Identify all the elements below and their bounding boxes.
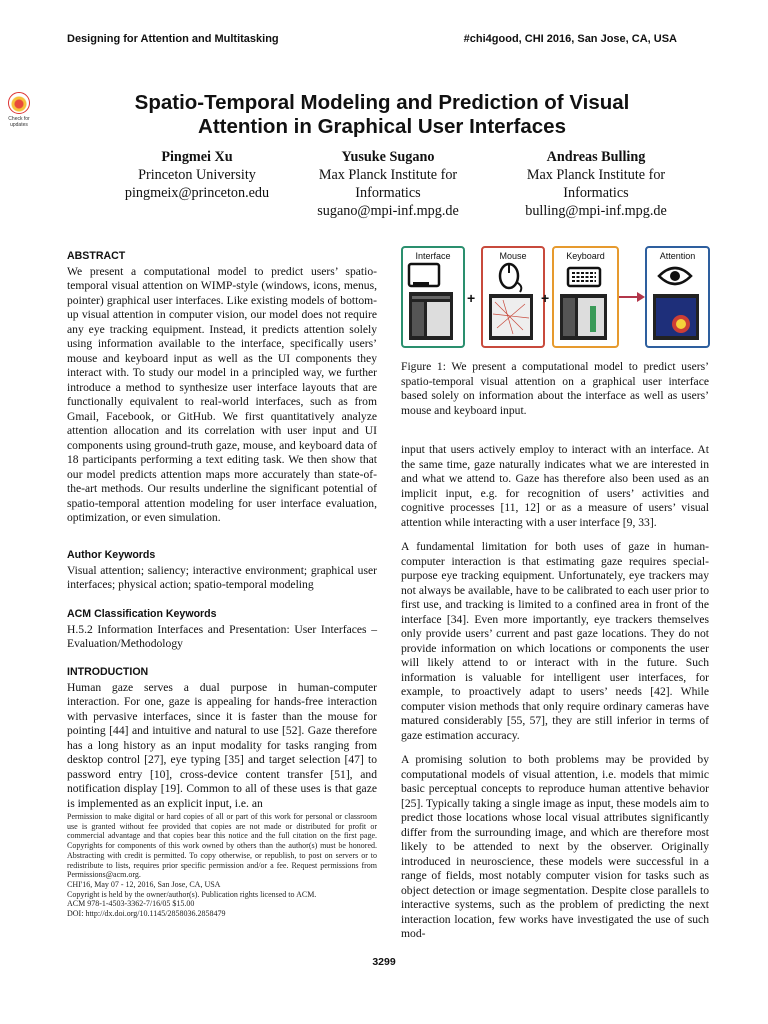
attention-label: Attention xyxy=(659,251,696,261)
plus-sign: + xyxy=(541,290,550,306)
author-block-2 xyxy=(283,148,493,220)
isbn-line: ACM 978-1-4503-3362-7/16/05 $15.00 xyxy=(67,899,195,909)
author-name: Andreas Bulling xyxy=(546,149,646,165)
running-header-left: Designing for Attention and Multitasking xyxy=(67,33,279,45)
conference-line: CHI'16, May 07 - 12, 2016, San Jose, CA, USA xyxy=(67,879,221,889)
author-name: Yusuke Sugano xyxy=(341,149,435,165)
body-paragraph-2: A fundamental limitation for both uses of gaze in human-computer interaction is that estimating gaze requires special-purpose eye tracking equipment. Unfortunately, eye trackers may not always be available, have to be calibrated to each user prior to first use, and tracking is limited to a confined area in front of the interface [34]. Even more importantly, eye trackers themselves only provide users’ current and past gaze locations. They do not provide information on which locations or components the user will likely attend to or interact with in the future. Such information is valuable for intelligent user interfaces, for example, to proactively adapt to users’ needs [42]. While computer vision methods that only require ordinary cameras have matured considerably [55, 57], they are still inferior in terms of gaze estimation accuracy. xyxy=(401,540,709,742)
abstract-text: We present a computational model to predict users’ spatio-temporal visual attention on WIMP-style (windows, icons, menus, pointer) graphical user interfaces. Like existing models of bottom-up visual attention in computer vision, our model does not require any eye tracking equipment. Instead, it predicts attention solely using information available to the interface, specifically users’ mouse and keyboard input as well as the UI components they interact with. To study our model in a principled way, we further introduce a method to synthesize user interface layouts that are functionally equivalent to real-world interfaces, such as from Gmail, Facebook, or GitHub. We first quantitatively analyze attention allocation and its correlation with user input and UI components using ground-truth gaze, mouse, and keyboard data of 18 participants performing a text editing task. We then show that our model predicts attention maps more accurately than state-of-the-art methods. Our results underline the significant potential of spatio-temporal attention modeling for user interface evaluation, optimization, or even simulation. xyxy=(67,264,377,524)
mouse-label: Mouse xyxy=(499,251,527,261)
introduction-text: Human gaze serves a dual purpose in human-computer interaction. For one, gaze is appealing for hands-free interaction with pervasive interfaces, since it is faster than the mouse for pointing [44] and intuitive and natural to use [52]. Gaze therefore has a long history as an input modality for tasks ranging from desktop control [27], eye typing [35] and target selection [47] to password entry [10], cross-device content transfer [51], and notification display [19]. Common to all of these uses is that gaze is implemented as an explicit input, i.e. an xyxy=(67,680,377,810)
paper-title xyxy=(60,91,704,139)
body-paragraph-1: input that users actively employ to interact with an interface. At the same time, gaze naturally indicates what we are interested in and what we attend to. Gaze has therefore also been used as an implicit input, e.g. for recognition of users’ activities and cognitive processes [11, 12] or as a measure of users’ visual attention while interacting with a user interface [9, 33]. xyxy=(401,443,709,529)
interface-label: Interface xyxy=(415,251,451,261)
interface-icon xyxy=(403,262,459,342)
keyboard-panel xyxy=(552,246,619,348)
eye-icon xyxy=(647,262,704,342)
running-header-right: #chi4good, CHI 2016, San Jose, CA, USA xyxy=(463,33,677,45)
mouse-panel xyxy=(481,246,545,348)
permission-text: Permission to make digital or hard copies of all or part of this work for personal or classroom use is granted without fee provided that copies are not made or distributed for profit or commercial advantage and that copies bear this notice and the full citation on the first page. Copyrights for components of this work owned by others than the author(s) must be honored. Abstracting with credit is permitted. To copy otherwise, or republish, to post on servers or to redistribute to lists, requires prior specific permission and/or a fee. Request permissions from Permissions@acm.org. xyxy=(67,812,377,880)
check-for-updates-badge[interactable] xyxy=(4,92,34,128)
author-email: pingmeix@princeton.edu xyxy=(124,185,270,201)
copyright-line: Copyright is held by the owner/author(s). Publication rights licensed to ACM. xyxy=(67,889,317,899)
acm-keywords-heading: ACM Classification Keywords xyxy=(67,608,217,620)
figure-caption: Figure 1: We present a computational model to predict users’ spatio-temporal visual attention on a graphical user interface based solely on information about the interface as well as users’ mouse and keyboard input. xyxy=(401,360,709,417)
author-affiliation: Max Planck Institute for xyxy=(526,167,666,183)
body-paragraph-3: A promising solution to both problems may be provided by computational models of visual attention, i.e. models that mimic basic perceptual concepts to reproduce human attentive behavior [25]. Typically taking a single image as input, these models aim to predict those locations whose local visual attributes significantly differ from the surrounding image, and which are therefore most likely to be attended to next by the observer. Originally introduced in neuroscience, these models were successful in a range of fields, most notably computer vision for tasks such as object detection or image segmentation. Despite close parallels to interactive systems, such as the problem of predicting the next interaction location, few works have investigated the use of such mod- xyxy=(401,753,709,940)
mouse-icon xyxy=(483,262,539,342)
acm-keywords-text: H.5.2 Information Interfaces and Presentation: User Interfaces – Evaluation/Methodology xyxy=(67,622,377,650)
keyboard-icon xyxy=(554,262,613,342)
title-line-1: Spatio-Temporal Modeling and Prediction of Visual xyxy=(134,91,630,114)
author-affiliation-2: Informatics xyxy=(355,185,421,201)
title-line-2: Attention in Graphical User Interfaces xyxy=(198,115,566,138)
introduction-section xyxy=(67,665,377,811)
author-keywords-heading: Author Keywords xyxy=(67,549,156,561)
author-email: sugano@mpi-inf.mpg.de xyxy=(317,203,459,219)
author-affiliation-2: Informatics xyxy=(563,185,629,201)
abstract-heading: ABSTRACT xyxy=(67,250,126,262)
author-keywords-text: Visual attention; saliency; interactive environment; graphical user interfaces; physical action; spatio-temporal modeling xyxy=(67,563,377,591)
figure-1 xyxy=(401,246,711,348)
badge-text: Check for updates xyxy=(8,116,30,128)
author-affiliation: Princeton University xyxy=(138,167,256,183)
arrow-icon xyxy=(619,292,645,302)
plus-sign: + xyxy=(467,290,476,306)
introduction-heading: INTRODUCTION xyxy=(67,666,149,678)
author-affiliation: Max Planck Institute for xyxy=(318,167,458,183)
attention-panel xyxy=(645,246,710,348)
right-column-body xyxy=(401,443,709,952)
author-email: bulling@mpi-inf.mpg.de xyxy=(525,203,667,219)
crossmark-icon xyxy=(8,92,30,114)
author-block-1 xyxy=(92,148,302,202)
acm-keywords-section xyxy=(67,607,377,652)
keyboard-label: Keyboard xyxy=(566,251,605,261)
author-name: Pingmei Xu xyxy=(161,149,233,165)
author-block-3 xyxy=(491,148,701,220)
author-keywords-section xyxy=(67,548,377,593)
abstract-section xyxy=(67,249,377,526)
page-number: 3299 xyxy=(372,956,396,968)
permission-block xyxy=(67,812,377,919)
interface-panel xyxy=(401,246,465,348)
doi-line: DOI: http://dx.doi.org/10.1145/2858036.2858479 xyxy=(67,909,226,919)
